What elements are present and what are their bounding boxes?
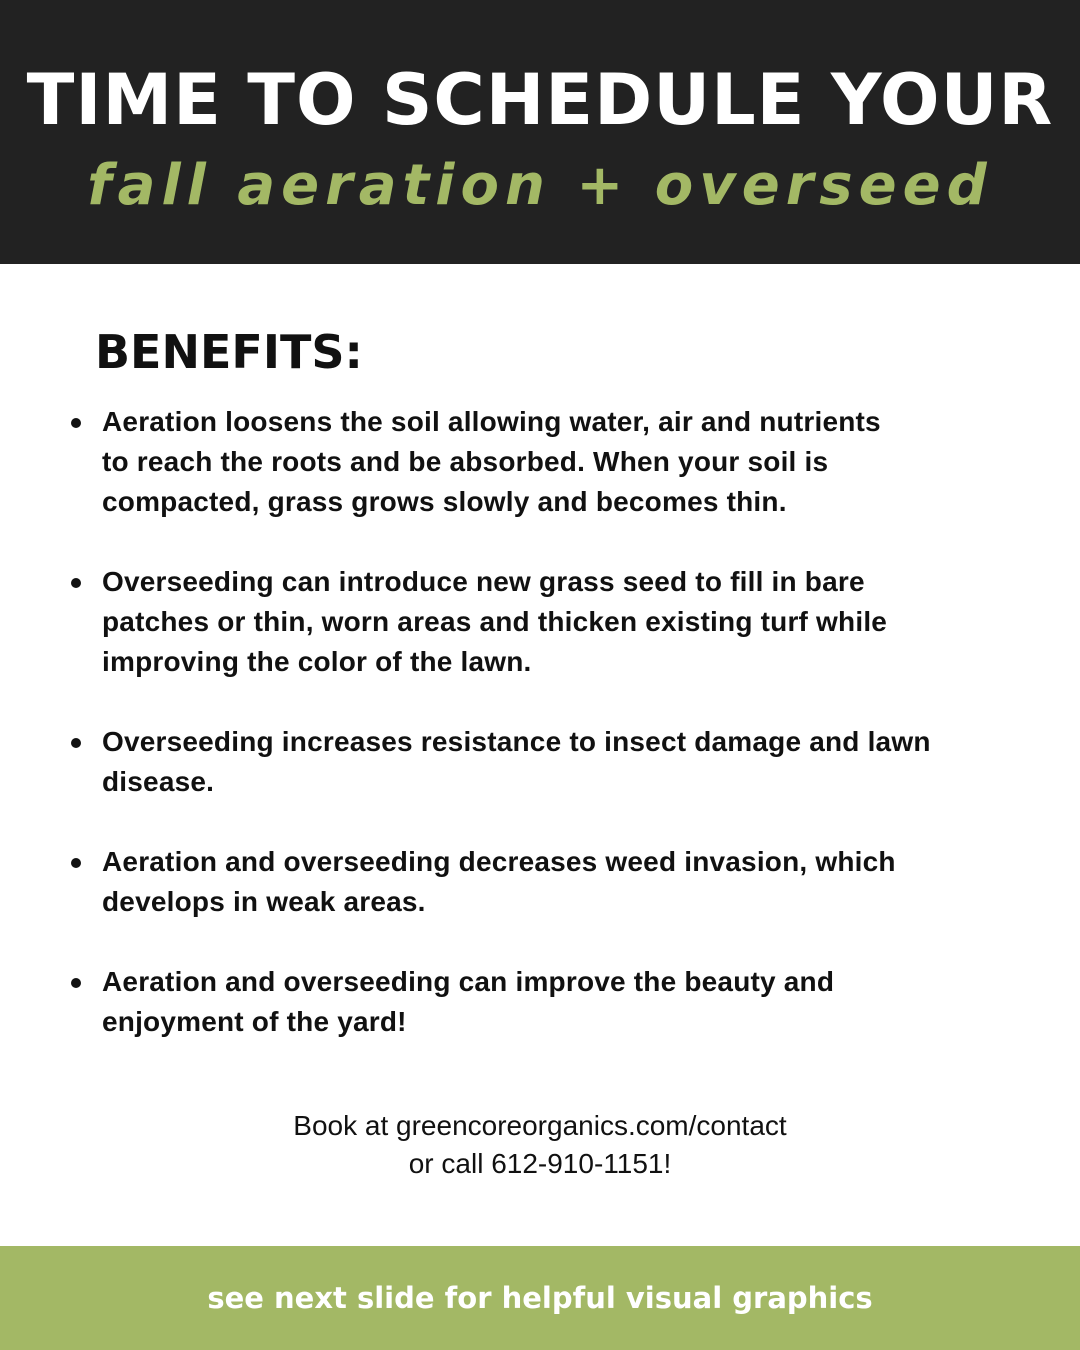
benefit-line: Aeration and overseeding decreases weed invasion, which	[102, 846, 896, 877]
footer-banner	[0, 1246, 1080, 1350]
footer-text: see next slide for helpful visual graphics	[207, 1281, 873, 1315]
bullet-icon	[71, 578, 81, 588]
bullet-icon	[71, 978, 81, 988]
headline-subtitle: fall aeration + overseed	[87, 153, 993, 218]
bullet-icon	[71, 738, 81, 748]
benefit-line: improving the color of the lawn.	[102, 646, 532, 677]
benefit-text	[102, 562, 1032, 682]
benefit-line: Overseeding can introduce new grass seed to fill in bare	[102, 566, 865, 597]
benefit-line: Aeration and overseeding can improve the beauty and	[102, 966, 835, 997]
benefit-text	[102, 962, 1032, 1042]
benefit-line: Overseeding increases resistance to insect damage and lawn	[102, 726, 931, 757]
benefit-line: patches or thin, worn areas and thicken existing turf while	[102, 606, 888, 637]
benefit-line: disease.	[102, 766, 215, 797]
contact-phone: or call 612-910-1151!	[408, 1148, 672, 1179]
headline-title: TIME TO SCHEDULE YOUR	[26, 59, 1054, 141]
benefit-text	[102, 402, 1032, 522]
contact-info	[0, 1107, 1080, 1183]
bullet-icon	[71, 418, 81, 428]
benefit-line: enjoyment of the yard!	[102, 1006, 407, 1037]
contact-booking-link: Book at greencoreorganics.com/contact	[293, 1110, 787, 1141]
benefit-text	[102, 842, 1032, 922]
bullet-icon	[71, 858, 81, 868]
benefit-text	[102, 722, 1032, 802]
benefit-line: Aeration loosens the soil allowing water, air and nutrients	[102, 406, 881, 437]
header-banner	[0, 0, 1080, 264]
benefit-line: to reach the roots and be absorbed. When your soil is	[102, 446, 829, 477]
benefit-line: develops in weak areas.	[102, 886, 426, 917]
benefits-heading: BENEFITS:	[95, 325, 363, 379]
benefit-line: compacted, grass grows slowly and becomes thin.	[102, 486, 787, 517]
